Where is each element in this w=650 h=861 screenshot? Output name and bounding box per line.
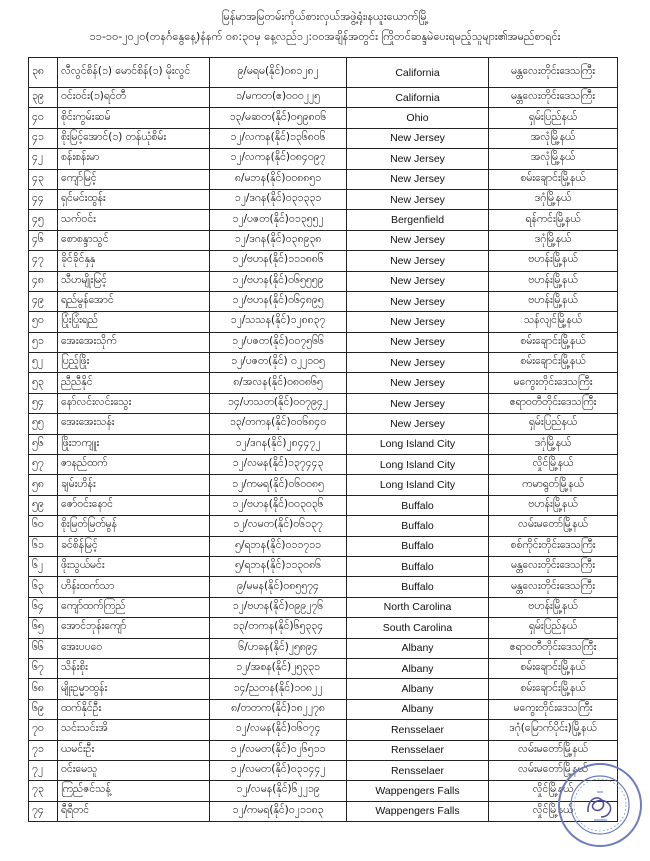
table-row bbox=[29, 373, 618, 393]
row-number-cell: ၅၆ bbox=[29, 434, 58, 454]
voter-name-cell: သိန်းစိုး bbox=[58, 658, 210, 678]
nrc-number-cell: ၁၂/လမတ(နိုင်)၀၃၁၄၄၂ bbox=[210, 760, 347, 780]
region-cell: ဒဂုံမြို့နယ် bbox=[489, 189, 618, 209]
nrc-number-cell: ၉/မရမ(နိုင်)၀၈၁၂၈၂ bbox=[210, 58, 347, 88]
table-row bbox=[29, 58, 618, 88]
table-row bbox=[29, 108, 618, 128]
city-cell: Buffalo bbox=[347, 536, 489, 556]
table-row bbox=[29, 516, 618, 536]
region-cell: ဒဂုံမြို့နယ် bbox=[489, 434, 618, 454]
table-row bbox=[29, 475, 618, 495]
nrc-number-cell: ၁၂/လမန(နိုင်)၀၆၀၇၄ bbox=[210, 720, 347, 740]
region-cell: လှိုင်မြို့နယ် bbox=[489, 781, 618, 801]
nrc-number-cell: ၁၄/ဟသတ(နိုင်)၀၀၇၉၄၂ bbox=[210, 393, 347, 413]
voter-name-cell: ထက်နိုင်ဦး bbox=[58, 699, 210, 719]
region-cell: လမ်းမတော်မြို့နယ် bbox=[489, 760, 618, 780]
table-row bbox=[29, 801, 618, 821]
row-number-cell: ၅၀ bbox=[29, 312, 58, 332]
region-cell: လမ်းမတော်မြို့နယ် bbox=[489, 740, 618, 760]
row-number-cell: ၄၆ bbox=[29, 230, 58, 250]
region-cell: မကွေးတိုင်းဒေသကြီး bbox=[489, 699, 618, 719]
nrc-number-cell: ၁၂/ဒဂန(နိုင်)၂၈၄၄၇၂ bbox=[210, 434, 347, 454]
voter-name-cell: စောစန္ဒာသွင် bbox=[58, 230, 210, 250]
row-number-cell: ၇၁ bbox=[29, 740, 58, 760]
city-cell: New Jersey bbox=[347, 230, 489, 250]
nrc-number-cell: ၁၂/ဗဟန(နိုင်)၀၀၃၀၃၆ bbox=[210, 495, 347, 515]
table-row bbox=[29, 536, 618, 556]
voter-name-cell: ရှင်မင်းထွန်း bbox=[58, 189, 210, 209]
voter-name-cell: မျိုးဥမ္မာထွန်း bbox=[58, 679, 210, 699]
voter-name-cell: သီဟမျိုးမြင့် bbox=[58, 271, 210, 291]
nrc-number-cell: ၁၂/လမတ(နိုင်)၀၂၆၅၁၁ bbox=[210, 740, 347, 760]
city-cell: North Carolina bbox=[347, 597, 489, 617]
voter-name-cell: ပြုံးပြုံးရည် bbox=[58, 312, 210, 332]
table-row bbox=[29, 230, 618, 250]
region-cell: စစ်ကိုင်းတိုင်းဒေသကြီး bbox=[489, 536, 618, 556]
table-row bbox=[29, 597, 618, 617]
row-number-cell: ၄၅ bbox=[29, 210, 58, 230]
table-row bbox=[29, 88, 618, 108]
voter-name-cell: အေးပပဝေ bbox=[58, 638, 210, 658]
city-cell: New Jersey bbox=[347, 312, 489, 332]
voter-name-cell: ယမင်းဦး bbox=[58, 740, 210, 760]
nrc-number-cell: ၅/ရဘန(နိုင်)၀၁၁၇၁၁ bbox=[210, 536, 347, 556]
row-number-cell: ၄၉ bbox=[29, 291, 58, 311]
voter-name-cell: ခိုင်ခိုင်နှနှ bbox=[58, 251, 210, 271]
nrc-number-cell: ၁၃/မဆတ(နိုင်)၀၅၉၈၀၆ bbox=[210, 108, 347, 128]
region-cell: ဒဂုံမြို့နယ် bbox=[489, 230, 618, 250]
city-cell: Albany bbox=[347, 679, 489, 699]
nrc-number-cell: ၁၂/လကန(နိုင်)၀၈၄၀၉၇ bbox=[210, 149, 347, 169]
region-cell: စမ်းချောင်းမြို့နယ် bbox=[489, 169, 618, 189]
nrc-number-cell: ၁၂/ဗဟန(နိုင်)၀၆၄၈၉၅ bbox=[210, 291, 347, 311]
city-cell: Long Island City bbox=[347, 455, 489, 475]
nrc-number-cell: ၁၃/တကန(နိုင်)၀၀၆၈၄၀ bbox=[210, 414, 347, 434]
row-number-cell: ၅၄ bbox=[29, 393, 58, 413]
row-number-cell: ၄၈ bbox=[29, 271, 58, 291]
nrc-number-cell: ၁၂/အစန(နိုင်)၂၅၃၃၁ bbox=[210, 658, 347, 678]
city-cell: Buffalo bbox=[347, 495, 489, 515]
row-number-cell: ၄၁ bbox=[29, 128, 58, 148]
voter-name-cell: သက်ဝင်း bbox=[58, 210, 210, 230]
voter-name-cell: အေးအေးသိုက် bbox=[58, 332, 210, 352]
row-number-cell: ၅၇ bbox=[29, 455, 58, 475]
region-cell: ဗဟန်းမြို့နယ် bbox=[489, 597, 618, 617]
table-row bbox=[29, 556, 618, 576]
city-cell: California bbox=[347, 58, 489, 88]
document-title: မြန်မာအမြတမ်းကိုယ်စားလှယ်အဖွဲ့ရုံး၊နယူးယောက်မြို့ bbox=[221, 10, 429, 23]
city-cell: Wappengers Falls bbox=[347, 801, 489, 821]
region-cell: ဗဟန်းမြို့နယ် bbox=[489, 495, 618, 515]
row-number-cell: ၆၉ bbox=[29, 699, 58, 719]
voter-name-cell: ခင်စိန်မြင့် bbox=[58, 536, 210, 556]
nrc-number-cell: ၁၂/ပဇတ(နိုင်)၀၁၃၅၅၂ bbox=[210, 210, 347, 230]
table-row bbox=[29, 720, 618, 740]
nrc-number-cell: ၉/မမန(နိုင်)၀၈၅၅၇၄ bbox=[210, 577, 347, 597]
region-cell: ဗဟန်းမြို့နယ် bbox=[489, 271, 618, 291]
city-cell: New Jersey bbox=[347, 251, 489, 271]
voter-name-cell: ကျော်ထက်ကြည် bbox=[58, 597, 210, 617]
region-cell: မန္တလေးတိုင်းဒေသကြီး bbox=[489, 556, 618, 576]
voter-name-cell: ဟိန်းထက်သာ bbox=[58, 577, 210, 597]
table-row bbox=[29, 455, 618, 475]
row-number-cell: ၅၃ bbox=[29, 373, 58, 393]
voter-name-cell: သင်းသင်းအိ bbox=[58, 720, 210, 740]
table-row bbox=[29, 169, 618, 189]
voter-name-cell: စန်းစန်းမာ bbox=[58, 149, 210, 169]
city-cell: Rensselaer bbox=[347, 720, 489, 740]
region-cell: ဒဂုံ(မြောက်ပိုင်း)မြို့နယ် bbox=[489, 720, 618, 740]
city-cell: New Jersey bbox=[347, 332, 489, 352]
nrc-number-cell: ၁၃/တကန(နိုင်)၆၅၃၃၄ bbox=[210, 618, 347, 638]
city-cell: Albany bbox=[347, 699, 489, 719]
nrc-number-cell: ၁၂/သသန(နိုင်)၁၂၈၈၃၇ bbox=[210, 312, 347, 332]
region-cell: မန္တလေးတိုင်းဒေသကြီး bbox=[489, 58, 618, 88]
voter-name-cell: ချမ်းဟိန်း bbox=[58, 475, 210, 495]
row-number-cell: ၅၁ bbox=[29, 332, 58, 352]
row-number-cell: ၄၄ bbox=[29, 189, 58, 209]
region-cell: လှိုင်မြို့နယ် bbox=[489, 455, 618, 475]
nrc-number-cell: ၁၄/ညတန(နိုင်)၁၀၈၂၂ bbox=[210, 679, 347, 699]
region-cell: စမ်းချောင်းမြို့နယ် bbox=[489, 353, 618, 373]
city-cell: Ohio bbox=[347, 108, 489, 128]
voter-name-cell: ဇာနည်ထက် bbox=[58, 455, 210, 475]
nrc-number-cell: ၁၂/ပဇတ(နိုင်)၀၀၇၅၆၆ bbox=[210, 332, 347, 352]
row-number-cell: ၅၉ bbox=[29, 495, 58, 515]
region-cell: ရန်ကင်းမြို့နယ် bbox=[489, 210, 618, 230]
row-number-cell: ၆၄ bbox=[29, 597, 58, 617]
voter-name-cell: ဖြိုးဘကျူး bbox=[58, 434, 210, 454]
row-number-cell: ၆၇ bbox=[29, 658, 58, 678]
row-number-cell: ၅၅ bbox=[29, 414, 58, 434]
region-cell: စမ်းချောင်းမြို့နယ် bbox=[489, 332, 618, 352]
table-row bbox=[29, 312, 618, 332]
table-row bbox=[29, 251, 618, 271]
city-cell: California bbox=[347, 88, 489, 108]
table-row bbox=[29, 638, 618, 658]
city-cell: New Jersey bbox=[347, 271, 489, 291]
voter-name-cell: စိုးမြင့်အောင်(၁) တန်ယုံစိမ်း bbox=[58, 128, 210, 148]
row-number-cell: ၇၃ bbox=[29, 781, 58, 801]
region-cell: အလုံမြို့နယ် bbox=[489, 149, 618, 169]
table-row bbox=[29, 740, 618, 760]
table-row bbox=[29, 393, 618, 413]
nrc-number-cell: ၈/အလန(နိုင်)၀၈၀၈၆၅ bbox=[210, 373, 347, 393]
voter-name-cell: စိုးမြတ်မြတ်မွန် bbox=[58, 516, 210, 536]
row-number-cell: ၆၂ bbox=[29, 556, 58, 576]
voter-list-table bbox=[28, 57, 618, 822]
nrc-number-cell: ၁၂/လမန(နိုင်)၆၂၂၁၉ bbox=[210, 781, 347, 801]
table-row bbox=[29, 679, 618, 699]
region-cell: ရှမ်းပြည်နယ် bbox=[489, 108, 618, 128]
region-cell: ဧရာဝတီတိုင်းဒေသကြီး bbox=[489, 638, 618, 658]
city-cell: South Carolina bbox=[347, 618, 489, 638]
table-row bbox=[29, 577, 618, 597]
row-number-cell: ၄၀ bbox=[29, 108, 58, 128]
nrc-number-cell: ၁၂/လမန(နိုင်)၁၃၇၄၄၃ bbox=[210, 455, 347, 475]
city-cell: New Jersey bbox=[347, 149, 489, 169]
table-row bbox=[29, 414, 618, 434]
table-row bbox=[29, 760, 618, 780]
table-row bbox=[29, 271, 618, 291]
region-cell: အလုံမြို့နယ် bbox=[489, 128, 618, 148]
row-number-cell: ၇၂ bbox=[29, 760, 58, 780]
nrc-number-cell: ၁၂/ဒဂန(နိုင်)၀၃၈၉၃၈ bbox=[210, 230, 347, 250]
table-row bbox=[29, 149, 618, 169]
city-cell: New Jersey bbox=[347, 291, 489, 311]
city-cell: Albany bbox=[347, 638, 489, 658]
nrc-number-cell: ၆/ဟခန(နိုင်)၂၅၈၉၄ bbox=[210, 638, 347, 658]
row-number-cell: ၄၃ bbox=[29, 169, 58, 189]
row-number-cell: ၅၈ bbox=[29, 475, 58, 495]
city-cell: Rensselaer bbox=[347, 760, 489, 780]
table-row bbox=[29, 781, 618, 801]
nrc-number-cell: ၈/တတက(နိုင်)၁၈၂၂၇၈ bbox=[210, 699, 347, 719]
table-row bbox=[29, 353, 618, 373]
region-cell: လမ်းမတော်မြို့နယ် bbox=[489, 516, 618, 536]
row-number-cell: ၆၈ bbox=[29, 679, 58, 699]
row-number-cell: ၅၂ bbox=[29, 353, 58, 373]
city-cell: Buffalo bbox=[347, 556, 489, 576]
city-cell: Buffalo bbox=[347, 577, 489, 597]
table-row bbox=[29, 189, 618, 209]
nrc-number-cell: ၁၂/ဗဟန(နိုင်)၀၆၅၅၅၉ bbox=[210, 271, 347, 291]
city-cell: Long Island City bbox=[347, 434, 489, 454]
official-seal-stamp bbox=[557, 762, 643, 848]
region-cell: မန္တလေးတိုင်းဒေသကြီး bbox=[489, 88, 618, 108]
voter-name-cell: ဝင်းဝင်း(၁)ရင်တီ bbox=[58, 88, 210, 108]
city-cell: New Jersey bbox=[347, 373, 489, 393]
voter-name-cell: နော်လင်းလင်းသွေး bbox=[58, 393, 210, 413]
voter-name-cell: ရည်မွန်အောင် bbox=[58, 291, 210, 311]
voter-name-cell: အောင်ဘုန်းကျော် bbox=[58, 618, 210, 638]
voter-name-cell: ပြည့်ဖြိုး bbox=[58, 353, 210, 373]
region-cell: စမ်းချောင်းမြို့နယ် bbox=[489, 658, 618, 678]
nrc-number-cell: ၁၂/ဗဟန(နိုင်)၀၉၉၂၇၆ bbox=[210, 597, 347, 617]
voter-name-cell: ဇော်ဝင်းနောင် bbox=[58, 495, 210, 515]
city-cell: Wappengers Falls bbox=[347, 781, 489, 801]
region-cell: ဧရာဝတီတိုင်းဒေသကြီး bbox=[489, 393, 618, 413]
voter-name-cell: ကြည်ဇင်သန့် bbox=[58, 781, 210, 801]
voter-name-cell: ညီညီနိုင် bbox=[58, 373, 210, 393]
voter-name-cell: ကျော်မြင့် bbox=[58, 169, 210, 189]
nrc-number-cell: ၁၂/ဗဟန(နိုင်)၁၁၁၈၈၆ bbox=[210, 251, 347, 271]
region-cell: ရှမ်းပြည်နယ် bbox=[489, 618, 618, 638]
city-cell: New Jersey bbox=[347, 169, 489, 189]
region-cell: လှိုင်မြို့နယ် bbox=[489, 801, 618, 821]
document-subtitle: ၁၁-၁၀-၂၀၂၀(တနင်္ဂနွေနေ့)နံနက် ၀၈:၃၀မှ နေ့လည်၁၂:၀၀အချိန်အတွင်း ကြိုတင်ဆန္ဒမဲပေးရမည့်သူများ၏အမည်စာရင်း bbox=[89, 30, 561, 43]
nrc-number-cell: ၁၂/လမတ(နိုင်)၀၆၁၃၇ bbox=[210, 516, 347, 536]
city-cell: Buffalo bbox=[347, 516, 489, 536]
row-number-cell: ၆၆ bbox=[29, 638, 58, 658]
city-cell: New Jersey bbox=[347, 353, 489, 373]
nrc-number-cell: ၁၂/လကန(နိုင်)၁၃၆၈၀၆ bbox=[210, 128, 347, 148]
table-row bbox=[29, 128, 618, 148]
nrc-number-cell: ၁၂/ပဇတ(နိုင်) ၀၂၂၁၀၅ bbox=[210, 353, 347, 373]
voter-name-cell: ရီရီတင် bbox=[58, 801, 210, 821]
row-number-cell: ၆၃ bbox=[29, 577, 58, 597]
row-number-cell: ၇၀ bbox=[29, 720, 58, 740]
table-row bbox=[29, 618, 618, 638]
city-cell: Bergenfield bbox=[347, 210, 489, 230]
region-cell: မကွေးတိုင်းဒေသကြီး bbox=[489, 373, 618, 393]
region-cell: ကမာရွတ်မြို့နယ် bbox=[489, 475, 618, 495]
nrc-number-cell: ၁၂/ဒဂန(နိုင်)၀၃၁၃၃၁ bbox=[210, 189, 347, 209]
city-cell: Rensselaer bbox=[347, 740, 489, 760]
row-number-cell: ၇၄ bbox=[29, 801, 58, 821]
nrc-number-cell: ၁/မကတ(ဧ)၀၀၀၂၂၅ bbox=[210, 88, 347, 108]
table-row bbox=[29, 332, 618, 352]
voter-list-body bbox=[29, 58, 618, 822]
table-row bbox=[29, 495, 618, 515]
row-number-cell: ၆၀ bbox=[29, 516, 58, 536]
region-cell: မန္တလေးတိုင်းဒေသကြီး bbox=[489, 577, 618, 597]
voter-name-cell: အေးအေးသန်း bbox=[58, 414, 210, 434]
region-cell: သန်လျင်မြို့နယ် bbox=[489, 312, 618, 332]
city-cell: New Jersey bbox=[347, 414, 489, 434]
region-cell: ရှမ်းပြည်နယ် bbox=[489, 414, 618, 434]
nrc-number-cell: ၁၂/ကမရ(နိုင်)၀၆၀၀၈၅ bbox=[210, 475, 347, 495]
city-cell: New Jersey bbox=[347, 128, 489, 148]
nrc-number-cell: ၅/ရဘန(နိုင်)၁၁၃၀၈၆ bbox=[210, 556, 347, 576]
city-cell: Long Island City bbox=[347, 475, 489, 495]
table-row bbox=[29, 434, 618, 454]
voter-name-cell: စိုင်းကွမ်းဆမ် bbox=[58, 108, 210, 128]
region-cell: ဗဟန်းမြို့နယ် bbox=[489, 251, 618, 271]
row-number-cell: ၃၉ bbox=[29, 88, 58, 108]
row-number-cell: ၄၂ bbox=[29, 149, 58, 169]
row-number-cell: ၄၇ bbox=[29, 251, 58, 271]
city-cell: Albany bbox=[347, 658, 489, 678]
city-cell: New Jersey bbox=[347, 189, 489, 209]
region-cell: စမ်းချောင်းမြို့နယ် bbox=[489, 679, 618, 699]
voter-name-cell: ဖိုးသွယ်မင်း bbox=[58, 556, 210, 576]
table-row bbox=[29, 658, 618, 678]
nrc-number-cell: ၈/မဘန(နိုင်)၀၀၈၈၅၁ bbox=[210, 169, 347, 189]
nrc-number-cell: ၁၂/ကမရ(နိုင်)၀၂၁၁၈၃ bbox=[210, 801, 347, 821]
voter-name-cell: လီလွင်စိန်(၁) မောင်စိန်(၁) မိုးလွင် bbox=[58, 58, 210, 88]
voter-name-cell: ဝင်းမေသူ bbox=[58, 760, 210, 780]
region-cell: ဗဟန်းမြို့နယ် bbox=[489, 291, 618, 311]
table-row bbox=[29, 210, 618, 230]
row-number-cell: ၆၅ bbox=[29, 618, 58, 638]
row-number-cell: ၃၈ bbox=[29, 58, 58, 88]
row-number-cell: ၆၁ bbox=[29, 536, 58, 556]
table-row bbox=[29, 291, 618, 311]
table-row bbox=[29, 699, 618, 719]
city-cell: New Jersey bbox=[347, 393, 489, 413]
